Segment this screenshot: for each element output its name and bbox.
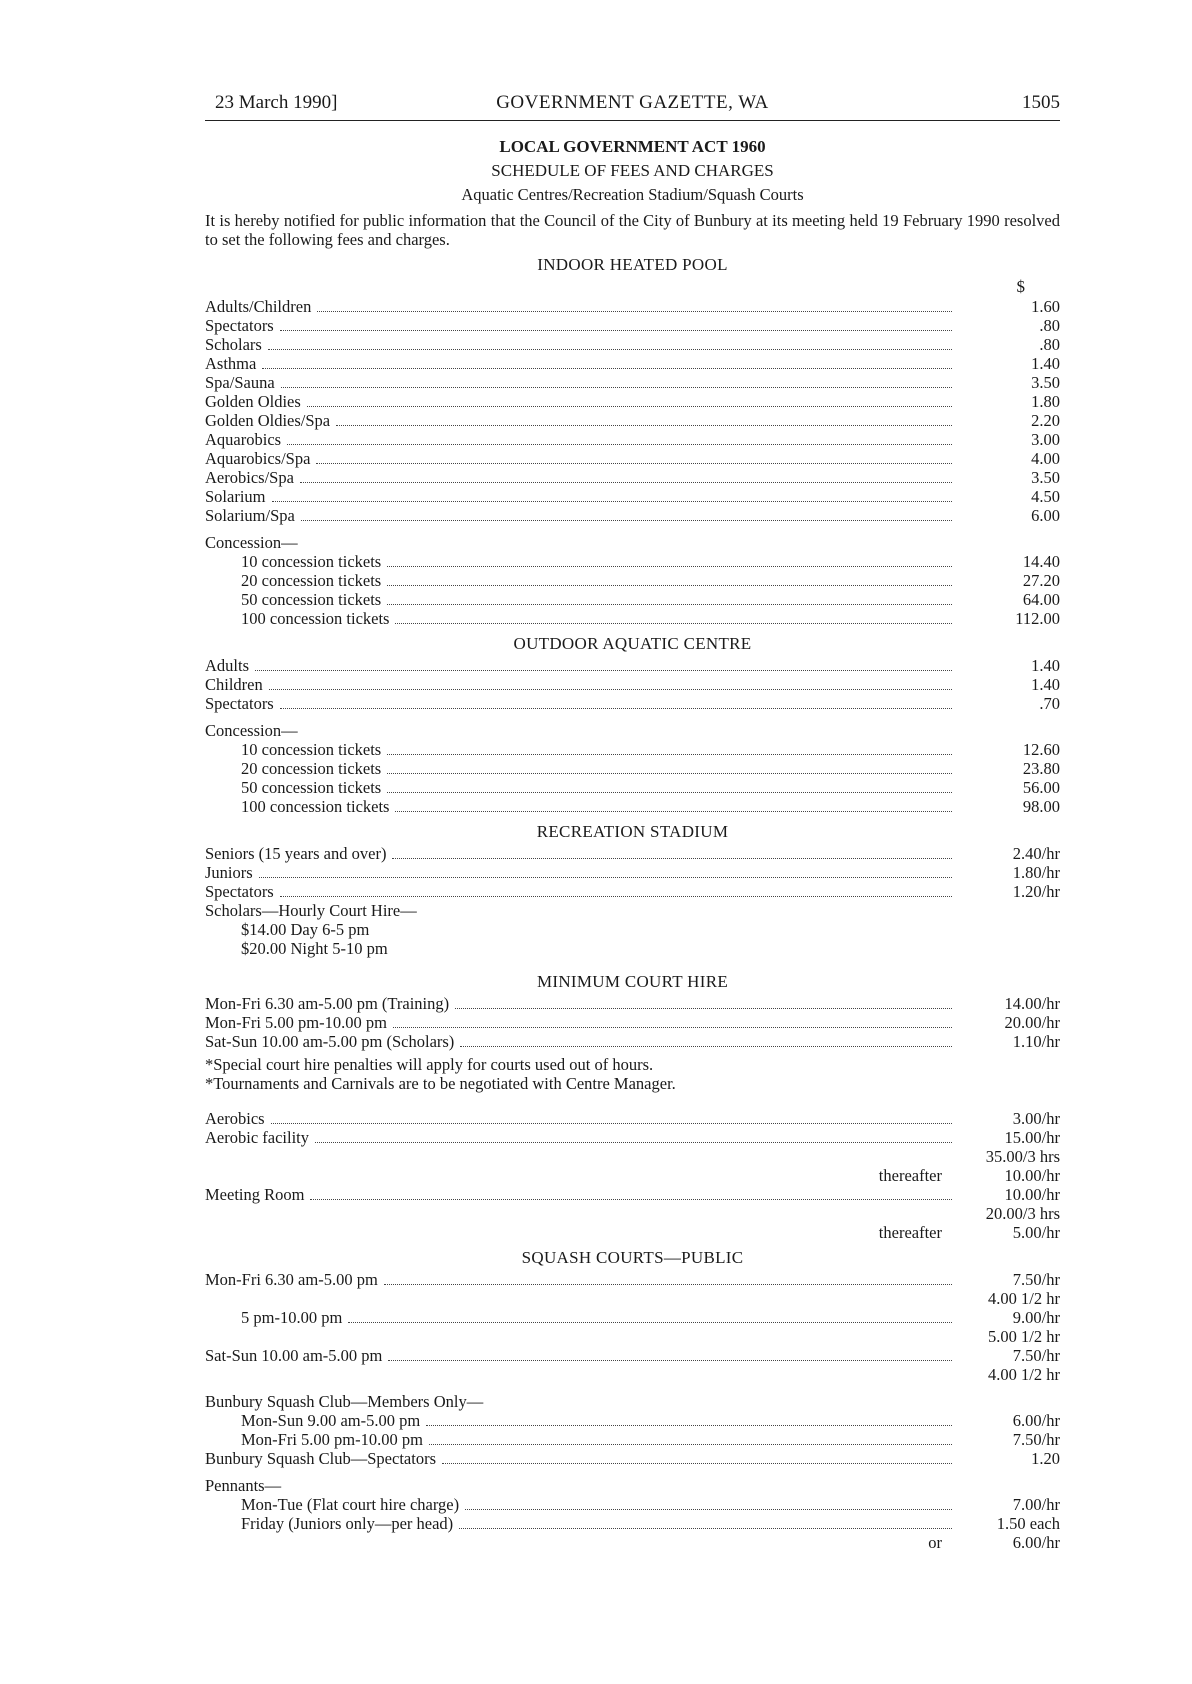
fee-row: 10 concession tickets 12.60 xyxy=(241,740,1060,759)
fee-row: Solarium 4.50 xyxy=(205,487,1060,506)
concession-label: Concession— xyxy=(205,533,298,552)
fee-row: Meeting Room 10.00/hr xyxy=(205,1185,1060,1204)
fee-row: Golden Oldies 1.80 xyxy=(205,392,1060,411)
fee-row: 100 concession tickets 98.00 xyxy=(241,797,1060,816)
fee-row: Bunbury Squash Club—Spectators 1.20 xyxy=(205,1449,1060,1468)
fee-row: 20 concession tickets 23.80 xyxy=(241,759,1060,778)
fee-row: Spa/Sauna 3.50 xyxy=(205,373,1060,392)
fee-or: or 6.00/hr xyxy=(928,1533,1060,1552)
squash-club-label: Bunbury Squash Club—Members Only— xyxy=(205,1392,484,1411)
fee-row: Juniors 1.80/hr xyxy=(205,863,1060,882)
fee-row: Sat-Sun 10.00 am-5.00 pm (Scholars) 1.10/hr xyxy=(205,1032,1060,1051)
pennants-label: Pennants— xyxy=(205,1476,282,1495)
fee-row: Aerobics/Spa 3.50 xyxy=(205,468,1060,487)
fee-extra: 20.00/3 hrs xyxy=(985,1204,1060,1223)
section-title-indoor: INDOOR HEATED POOL xyxy=(537,255,728,274)
fee-thereafter: thereafter 10.00/hr xyxy=(878,1166,1060,1185)
fee-row: Aerobic facility 15.00/hr xyxy=(205,1128,1060,1147)
fee-row: Spectators 1.20/hr xyxy=(205,882,1060,901)
fee-row: Spectators .80 xyxy=(205,316,1060,335)
section-title-outdoor: OUTDOOR AQUATIC CENTRE xyxy=(513,634,752,653)
fee-extra: 4.00 1/2 hr xyxy=(988,1365,1060,1384)
fee-row: Sat-Sun 10.00 am-5.00 pm 7.50/hr xyxy=(205,1346,1060,1365)
fee-row: Mon-Fri 5.00 pm-10.00 pm 7.50/hr xyxy=(241,1430,1060,1449)
scholars-night: $20.00 Night 5-10 pm xyxy=(241,939,388,958)
header-page-number: 1505 xyxy=(1022,92,1060,113)
section-title-stadium: RECREATION STADIUM xyxy=(536,822,729,841)
fee-row: Mon-Sun 9.00 am-5.00 pm 6.00/hr xyxy=(241,1411,1060,1430)
fee-row: Aquarobics 3.00 xyxy=(205,430,1060,449)
fee-row: Seniors (15 years and over) 2.40/hr xyxy=(205,844,1060,863)
fee-extra: 5.00 1/2 hr xyxy=(988,1327,1060,1346)
subtitle: Aquatic Centres/Recreation Stadium/Squash Courts xyxy=(461,185,804,204)
fee-row: Adults 1.40 xyxy=(205,656,1060,675)
fee-row: Children 1.40 xyxy=(205,675,1060,694)
fee-row: Scholars .80 xyxy=(205,335,1060,354)
section-title-minimum: MINIMUM COURT HIRE xyxy=(536,972,729,991)
fee-row: Mon-Fri 5.00 pm-10.00 pm 20.00/hr xyxy=(205,1013,1060,1032)
page-header xyxy=(205,90,1060,121)
concession-label: Concession— xyxy=(205,721,298,740)
note-tournaments: *Tournaments and Carnivals are to be negotiated with Centre Manager. xyxy=(205,1074,676,1093)
fee-row: 5 pm-10.00 pm 9.00/hr xyxy=(241,1308,1060,1327)
fee-extra: 4.00 1/2 hr xyxy=(988,1289,1060,1308)
fee-row: Friday (Juniors only—per head) 1.50 each xyxy=(241,1514,1060,1533)
fee-row: Mon-Tue (Flat court hire charge) 7.00/hr xyxy=(241,1495,1060,1514)
currency-symbol: $ xyxy=(1016,277,1025,296)
act-title: LOCAL GOVERNMENT ACT 1960 xyxy=(499,137,766,156)
fee-row: Aerobics 3.00/hr xyxy=(205,1109,1060,1128)
gazette-page xyxy=(205,90,1060,1552)
scholars-label: Scholars—Hourly Court Hire— xyxy=(205,901,417,920)
intro-paragraph: It is hereby notified for public information that the Council of the City of Bunbury at its meeting held 19 February 1990 resolved to set the following fees and charges. xyxy=(205,211,1060,249)
fee-row: 50 concession tickets 56.00 xyxy=(241,778,1060,797)
indoor-items xyxy=(205,297,1060,525)
fee-row: Solarium/Spa 6.00 xyxy=(205,506,1060,525)
note-special-penalties: *Special court hire penalties will apply for courts used out of hours. xyxy=(205,1055,654,1074)
section-title-squash: SQUASH COURTS—PUBLIC xyxy=(521,1248,744,1267)
fee-row: Mon-Fri 6.30 am-5.00 pm (Training) 14.00/hr xyxy=(205,994,1060,1013)
fee-extra: 35.00/3 hrs xyxy=(985,1147,1060,1166)
header-date: 23 March 1990] xyxy=(215,92,338,113)
scholars-day: $14.00 Day 6-5 pm xyxy=(241,920,370,939)
fee-row: 50 concession tickets 64.00 xyxy=(241,590,1060,609)
fee-row: Adults/Children 1.60 xyxy=(205,297,1060,316)
fee-row: Aquarobics/Spa 4.00 xyxy=(205,449,1060,468)
fee-thereafter: thereafter 5.00/hr xyxy=(878,1223,1060,1242)
header-title: GOVERNMENT GAZETTE, WA xyxy=(496,92,769,113)
fee-row: 20 concession tickets 27.20 xyxy=(241,571,1060,590)
fee-row: 100 concession tickets 112.00 xyxy=(241,609,1060,628)
fee-row: Mon-Fri 6.30 am-5.00 pm 7.50/hr xyxy=(205,1270,1060,1289)
fee-row: 10 concession tickets 14.40 xyxy=(241,552,1060,571)
fee-row: Spectators .70 xyxy=(205,694,1060,713)
fee-row: Asthma 1.40 xyxy=(205,354,1060,373)
fee-row: Golden Oldies/Spa 2.20 xyxy=(205,411,1060,430)
schedule-title: SCHEDULE OF FEES AND CHARGES xyxy=(491,161,774,180)
